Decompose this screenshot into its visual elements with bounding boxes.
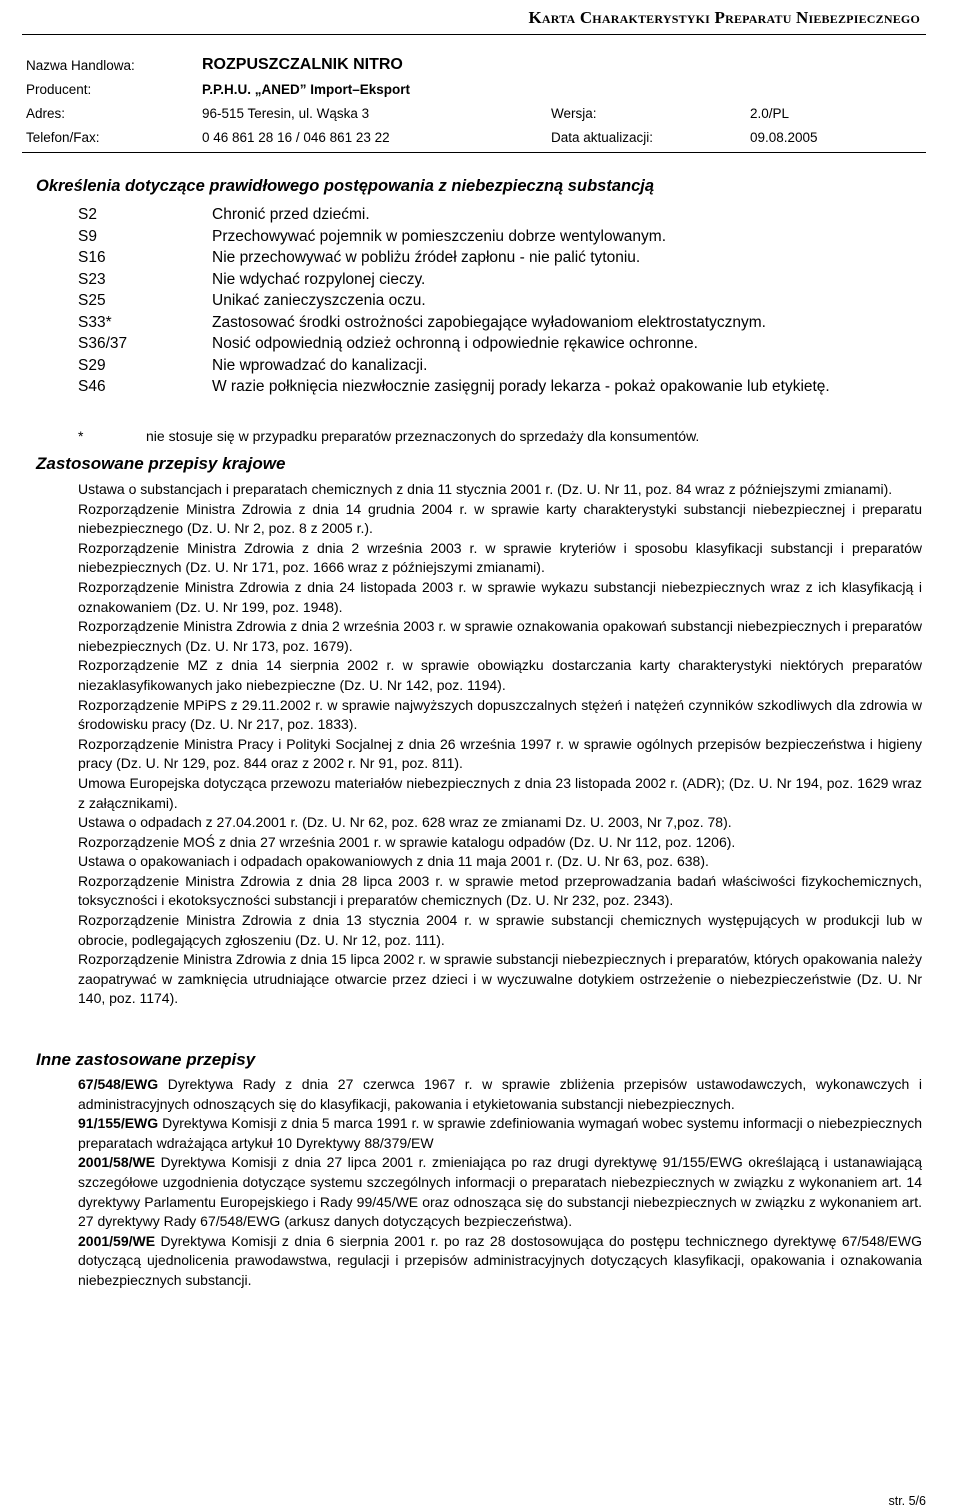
footnote xyxy=(78,428,699,444)
directive-code: 91/155/EWG xyxy=(78,1115,159,1132)
directive-code: 2001/59/WE xyxy=(78,1232,156,1249)
regulation-item: Ustawa o substancjach i preparatach chemicznych z dnia 11 stycznia 2001 r. (Dz. U. Nr 11, poz. 84 wraz z późniejszymi zmianami). xyxy=(78,481,893,497)
header-row-phone xyxy=(26,130,926,152)
s-phrase-text: Unikać zanieczyszczenia oczu. xyxy=(212,292,426,309)
national-regulations-heading: Zastosowane przepisy krajowe xyxy=(36,454,286,473)
header-row-name xyxy=(26,58,926,80)
s-phrase-row xyxy=(78,247,928,269)
regulation-item: Rozporządzenie Ministra Zdrowia z dnia 13 stycznia 2004 r. w sprawie substancji chemicznych występujących w produkcji lub w obrocie, podlegających zgłoszeniu (Dz. U. Nr 12, poz. 111). xyxy=(78,912,922,948)
s-phrase-row xyxy=(78,376,928,398)
s-phrases-heading: Określenia dotyczące prawidłowego postępowania z niebezpieczną substancją xyxy=(36,177,655,195)
regulation-item: Rozporządzenie Ministra Pracy i Polityki Socjalnej z dnia 26 września 1997 r. w sprawie ogólnych przepisów bezpieczeństwa i higieny pracy (Dz. U. Nr 129, poz. 844 oraz z 2002 r. Nr 91, poz. 811). xyxy=(78,735,922,772)
page-number: str. 5/6 xyxy=(888,1494,926,1508)
s-phrase-text: Nie wdychać rozpylonej cieczy. xyxy=(212,270,426,288)
s-phrase-row xyxy=(78,355,928,377)
header-row-address xyxy=(26,106,926,128)
s-phrase-code: S25 xyxy=(78,292,106,309)
s-phrase-row xyxy=(78,269,928,291)
regulation-item: Ustawa o odpadach z 27.04.2001 r. (Dz. U. Nr 62, poz. 628 wraz ze zmianami Dz. U. 2003, Nr 7,poz. 78). xyxy=(78,814,732,831)
title-divider xyxy=(22,34,926,35)
s-phrase-code: S16 xyxy=(78,249,106,266)
s-phrase-code: S2 xyxy=(78,206,97,223)
s-phrase-code: S36/37 xyxy=(78,335,128,352)
regulation-item: Rozporządzenie Ministra Zdrowia z dnia 28 lipca 2003 r. w sprawie metod przeprowadzania badań właściwości fizykochemicznych, toksyczności i ekotoksyczności substancji i preparatów chemicznych (Dz. U. Nr 232, poz. 2343). xyxy=(78,872,922,909)
address-label: Adres: xyxy=(26,106,66,121)
address-value: 96-515 Teresin, ul. Wąska 3 xyxy=(202,106,370,121)
national-regulations-list xyxy=(78,480,922,1009)
producer-value: P.P.H.U. „ANED” Import–Eksport xyxy=(202,82,411,97)
other-regulations-list xyxy=(78,1075,922,1291)
header-row-producer xyxy=(26,82,926,104)
s-phrase-text: Przechowywać pojemnik w pomieszczeniu dobrze wentylowanym. xyxy=(212,227,666,245)
header-divider xyxy=(22,152,926,153)
s-phrase-text: Nie wprowadzać do kanalizacji. xyxy=(212,356,428,374)
footnote-mark: * xyxy=(78,428,84,444)
version-label: Wersja: xyxy=(551,106,597,121)
regulation-item: Ustawa o opakowaniach i odpadach opakowaniowych z dnia 11 maja 2001 r. (Dz. U. Nr 63, poz. 638). xyxy=(78,853,709,870)
s-phrases-list xyxy=(78,204,928,398)
directive-text: Dyrektywa Komisji z dnia 5 marca 1991 r. w sprawie zdefiniowania wymagań wobec systemu informacji o niebezpiecznych preparatach wdrażająca artykuł 10 Dyrektywy 88/379/EW xyxy=(78,1115,922,1151)
regulation-item: Rozporządzenie Ministra Zdrowia z dnia 24 listopada 2003 r. w sprawie wykazu substancji niebezpiecznych wraz z ich klasyfikacją i oznakowaniem (Dz. U. Nr 199, poz. 1948). xyxy=(78,578,922,615)
footnote-text: nie stosuje się w przypadku preparatów przeznaczonych do sprzedaży dla konsumentów. xyxy=(146,428,700,444)
updated-value: 09.08.2005 xyxy=(750,130,818,145)
product-name: ROZPUSZCZALNIK NITRO xyxy=(202,56,403,73)
s-phrase-row xyxy=(78,290,928,312)
directive-text: Dyrektywa Komisji z dnia 6 sierpnia 2001 r. po raz 28 dostosowująca do postępu technicznego dyrektywę 67/548/EWG dotyczącą ujednolicenia prawodawstwa, regulacji i przepisów administracyjnych dotyczących klasyfikacji, opakowania i oznakowania niebezpiecznych substancji. xyxy=(78,1232,922,1288)
regulation-item: Rozporządzenie MZ z dnia 14 sierpnia 2002 r. w sprawie obowiązku dostarczania karty charakterystyki niektórych preparatów niezaklasyfikowanych jako niebezpieczne (Dz. U. Nr 142, poz. 1194). xyxy=(78,657,922,693)
regulation-item: Umowa Europejska dotycząca przewozu materiałów niebezpiecznych z dnia 23 listopada 2002 r. (ADR); (Dz. U. Nr 194, poz. 1629 wraz z załącznikami). xyxy=(78,774,922,811)
s-phrase-row xyxy=(78,204,928,226)
regulation-item: Rozporządzenie MOŚ z dnia 27 września 2001 r. w sprawie katalogu odpadów (Dz. U. Nr 112, poz. 1206). xyxy=(78,833,736,850)
document-title: Karta Charakterystyki Preparatu Niebezpiecznego xyxy=(528,8,920,27)
s-phrase-code: S23 xyxy=(78,270,106,288)
regulation-item: Rozporządzenie Ministra Zdrowia z dnia 2 września 2003 r. w sprawie kryteriów i sposobu klasyfikacji substancji i preparatów niebezpiecznych (Dz. U. Nr 171, poz. 1666 wraz z późniejszymi zmianami). xyxy=(78,539,922,576)
s-phrase-text: W razie połknięcia niezwłocznie zasięgnij porady lekarza - pokaż opakowanie lub etykietę. xyxy=(212,378,830,395)
name-label: Nazwa Handlowa: xyxy=(26,58,135,73)
directive-item xyxy=(78,1075,922,1114)
regulation-item: Rozporządzenie Ministra Zdrowia z dnia 14 grudnia 2004 r. w sprawie karty charakterystyki substancji niebezpiecznej i preparatu niebezpiecznego (Dz. U. Nr 2, poz. 8 z 2005 r.). xyxy=(78,500,922,537)
directive-item xyxy=(78,1153,922,1231)
phone-label: Telefon/Fax: xyxy=(26,130,100,145)
directive-code: 67/548/EWG xyxy=(78,1076,159,1092)
regulation-item: Rozporządzenie Ministra Zdrowia z dnia 2 września 2003 r. w sprawie oznakowania opakowań substancji niebezpiecznych i preparatów niebezpiecznych (Dz. U. Nr 173, poz. 1679). xyxy=(78,618,922,654)
regulation-item: Rozporządzenie MPiPS z 29.11.2002 r. w sprawie najwyższych dopuszczalnych stężeń i natężeń czynników szkodliwych dla zdrowia w środowisku pracy (Dz. U. Nr 217, poz. 1833). xyxy=(78,696,922,733)
s-phrase-text: Nosić odpowiednią odzież ochronną i odpowiednie rękawice ochronne. xyxy=(212,335,698,352)
s-phrase-row xyxy=(78,312,928,334)
directive-text: Dyrektywa Komisji z dnia 27 lipca 2001 r. zmieniająca po raz drugi dyrektywę 91/155/EWG określającą i ustanawiającą szczegółowe uzgodnienia dotyczące systemu szczególnych informacji o preparatach niebezpiecznych w związku z wykonaniem art. 14 dyrektywy Parlamentu Europejskiego i Rady 99/45/WE oraz odnosząca się do substancji niebezpiecznych w związku z wykonaniem art. 27 dyrektywy Rady 67/548/EWG (arkusz danych dotyczących bezpieczeństwa). xyxy=(78,1154,922,1230)
directive-item xyxy=(78,1232,922,1291)
s-phrase-code: S9 xyxy=(78,227,97,245)
s-phrase-code: S46 xyxy=(78,378,106,395)
directive-text: Dyrektywa Rady z dnia 27 czerwca 1967 r. w sprawie zbliżenia przepisów ustawodawczych, wykonawczych i administracyjnych odnoszących się do klasyfikacji, pakowania i etykietowania substancji niebezpiecznych. xyxy=(78,1076,922,1112)
directive-item xyxy=(78,1114,922,1153)
version-value: 2.0/PL xyxy=(750,106,790,121)
other-regulations-heading: Inne zastosowane przepisy xyxy=(36,1050,256,1069)
s-phrase-row xyxy=(78,333,928,355)
phone-value: 0 46 861 28 16 / 046 861 23 22 xyxy=(202,130,390,145)
s-phrase-row xyxy=(78,226,928,248)
s-phrase-text: Nie przechowywać w pobliżu źródeł zapłonu - nie palić tytoniu. xyxy=(212,249,641,266)
s-phrase-text: Chronić przed dziećmi. xyxy=(212,206,370,223)
regulation-item: Rozporządzenie Ministra Zdrowia z dnia 15 lipca 2002 r. w sprawie substancji niebezpiecznych i preparatów, których opakowania należy zaopatrywać w zamknięcia utrudniające otwarcie przez dzieci i w wyczuwalne dotykiem ostrzeżenie o niebezpieczeństwie (Dz. U. Nr 140, poz. 1174). xyxy=(78,951,922,1007)
producer-label: Producent: xyxy=(26,82,92,97)
s-phrase-code: S29 xyxy=(78,356,106,374)
directive-code: 2001/58/WE xyxy=(78,1154,156,1171)
s-phrase-text: Zastosować środki ostrożności zapobiegające wyładowaniom elektrostatycznym. xyxy=(212,313,766,331)
updated-label: Data aktualizacji: xyxy=(551,130,654,145)
s-phrase-code: S33* xyxy=(78,313,112,331)
